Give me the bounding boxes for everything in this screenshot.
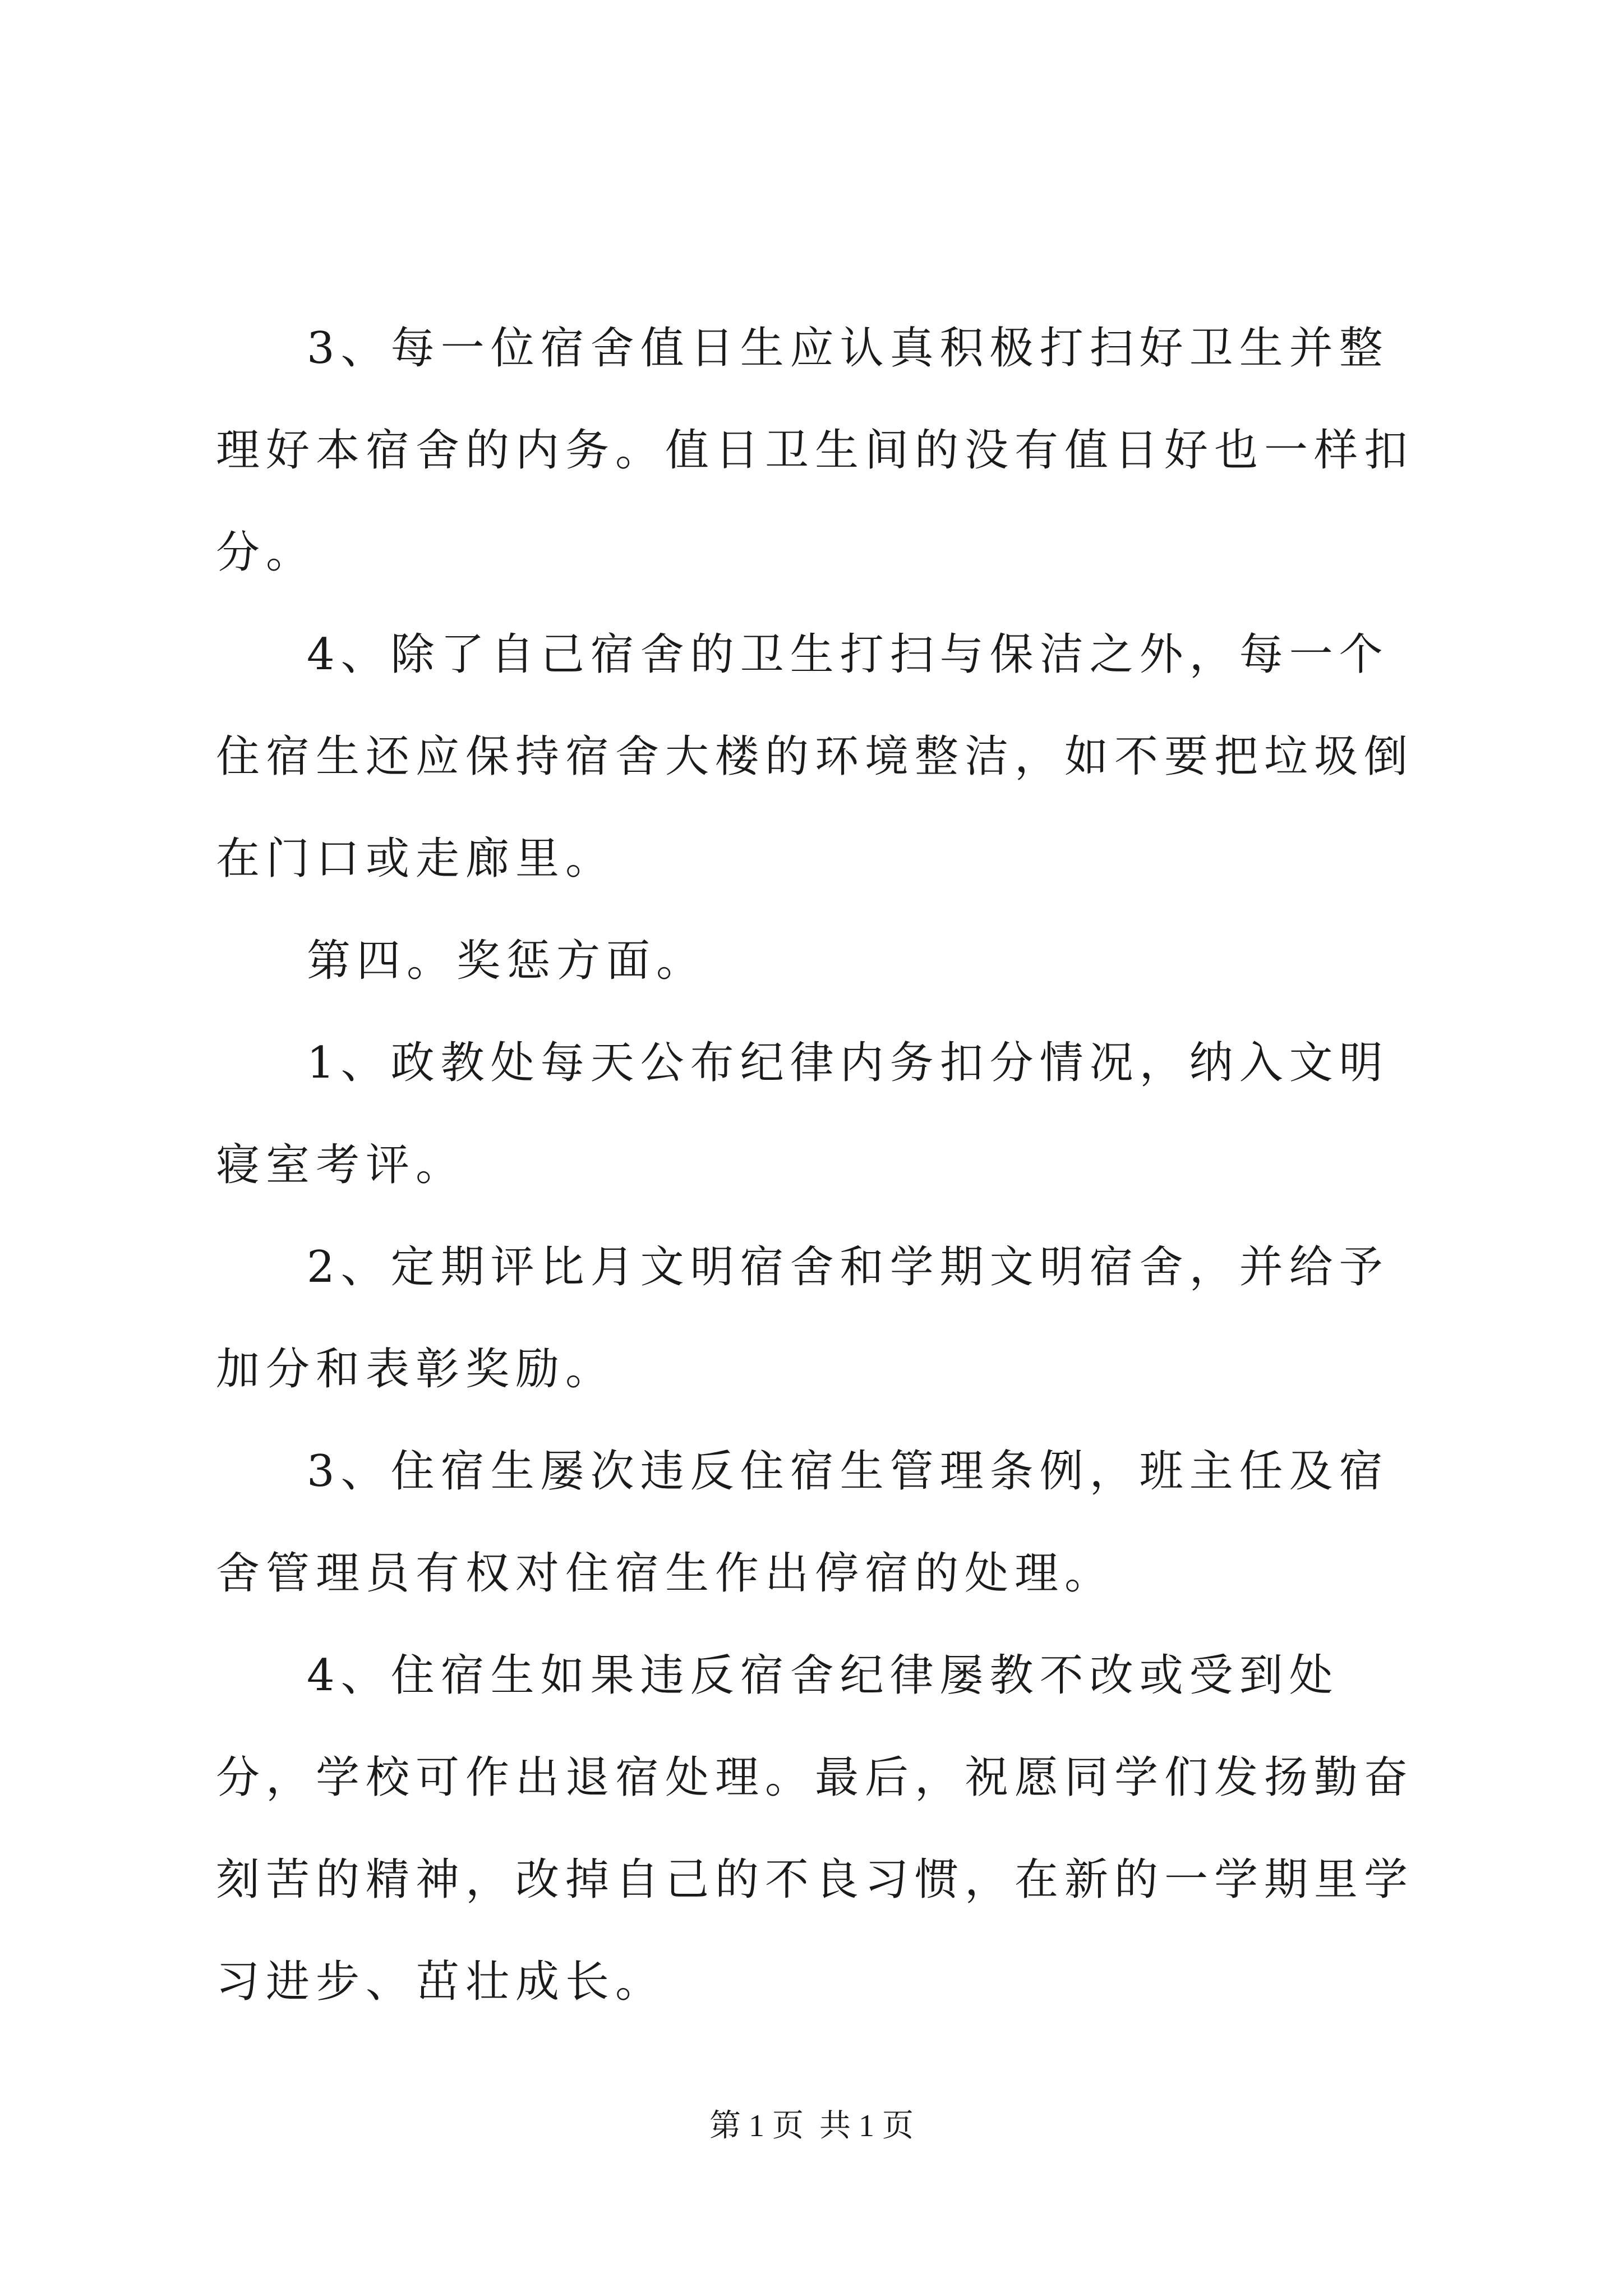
paragraph-rule-3: 3、住宿生屡次违反住宿生管理条例，班主任及宿舍管理员有权对住宿生作出停宿的处理。: [216, 1446, 1389, 1599]
paragraph-item-3-hygiene: 3、每一位宿舍值日生应认真积极打扫好卫生并整理好本宿舍的内务。值日卫生间的没有值日好也一样扣分。: [216, 323, 1414, 578]
paragraph-rule-1: 1、政教处每天公布纪律内务扣分情况，纳入文明寝室考评。: [216, 1038, 1389, 1190]
paragraph-rule-4-closing: 4、住宿生如果违反宿舍纪律屡教不改或受到处分，学校可作出退宿处理。最后，祝愿同学们发扬勤奋刻苦的精神，改掉自己的不良习惯，在新的一学期里学习进步、茁壮成长。: [216, 1650, 1414, 2007]
page-footer: [0, 2104, 1623, 2148]
document-body: [216, 297, 1427, 2033]
paragraph-item-4-building-cleanliness: 4、除了自己宿舍的卫生打扫与保洁之外，每一个住宿生还应保持宿舍大楼的环境整洁，如不要把垃圾倒在门口或走廊里。: [216, 629, 1414, 884]
page-number-label: 第 1 页 共 1 页: [709, 2109, 914, 2143]
paragraph-rule-2: 2、定期评比月文明宿舍和学期文明宿舍，并给予加分和表彰奖励。: [216, 1242, 1389, 1395]
section-heading-rewards-penalties: 第四。奖惩方面。: [307, 936, 707, 986]
